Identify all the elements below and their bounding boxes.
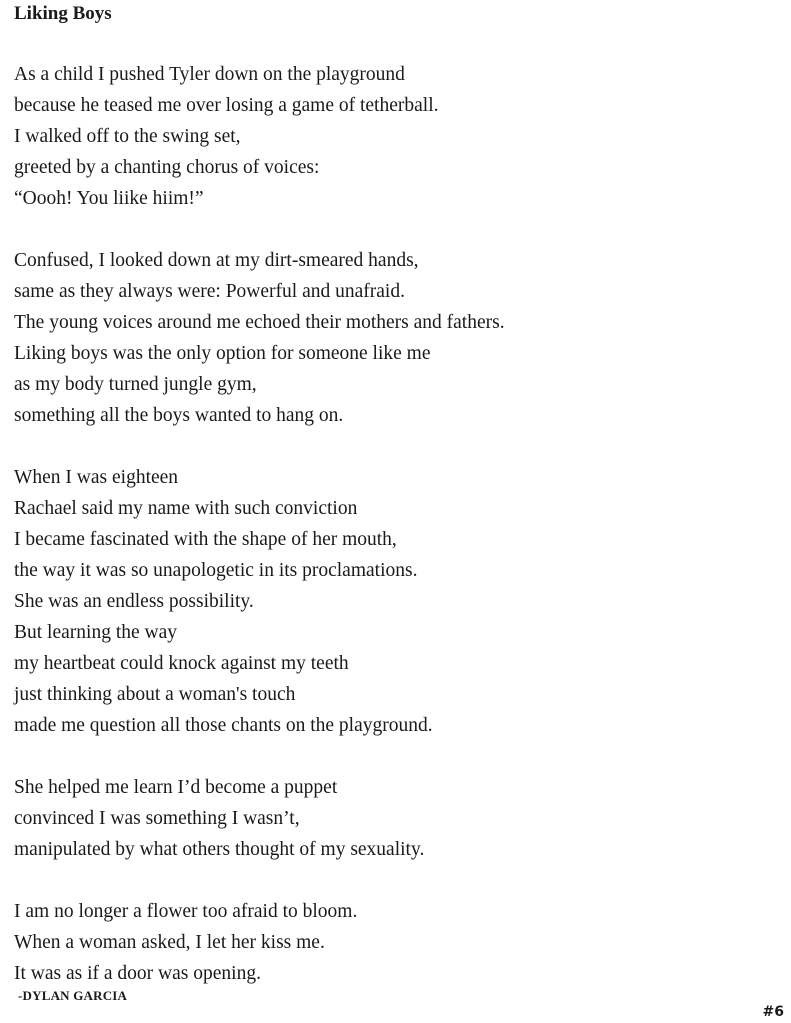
poem-line: because he teased me over losing a game of tetherball. <box>14 95 439 116</box>
poem-line: She helped me learn I’d become a puppet <box>14 777 338 798</box>
poem-line: my heartbeat could knock against my teeth <box>14 653 349 674</box>
poem-line: When a woman asked, I let her kiss me. <box>14 932 325 953</box>
poem-line: I am no longer a flower too afraid to bloom. <box>14 901 358 922</box>
stanza-3 <box>14 462 784 741</box>
poem-line: same as they always were: Powerful and unafraid. <box>14 281 405 302</box>
poem-line: made me question all those chants on the playground. <box>14 715 433 736</box>
poem-line: When I was eighteen <box>14 467 179 488</box>
poem-line: greeted by a chanting chorus of voices: <box>14 157 320 178</box>
author-credit: -DYLAN GARCIA <box>18 988 128 1003</box>
stanza-2 <box>14 245 784 431</box>
poem-line: the way it was so unapologetic in its proclamations. <box>14 560 418 581</box>
stanza-4 <box>14 772 784 865</box>
poem-line: manipulated by what others thought of my sexuality. <box>14 839 425 860</box>
poem-line: something all the boys wanted to hang on. <box>14 405 344 426</box>
poem-line: I became fascinated with the shape of her mouth, <box>14 529 397 550</box>
page-number: #6 <box>762 1004 784 1020</box>
poem-line: I walked off to the swing set, <box>14 126 241 147</box>
poem-line: “Oooh! You liike hiim!” <box>14 188 204 209</box>
poem-line: as my body turned jungle gym, <box>14 374 257 395</box>
poem-line: Liking boys was the only option for someone like me <box>14 343 431 364</box>
poem-line: It was as if a door was opening. <box>14 963 261 984</box>
poem-line: convinced I was something I wasn’t, <box>14 808 300 829</box>
poem-line: Confused, I looked down at my dirt-smeared hands, <box>14 250 419 271</box>
poem-line: Rachael said my name with such conviction <box>14 498 358 519</box>
poem-line: The young voices around me echoed their mothers and fathers. <box>14 312 505 333</box>
poem-body <box>14 59 784 1020</box>
poem-title: Liking Boys <box>14 3 112 24</box>
stanza-5 <box>14 896 784 989</box>
poem-line: As a child I pushed Tyler down on the playground <box>14 64 405 85</box>
stanza-1 <box>14 59 784 214</box>
poem-line: She was an endless possibility. <box>14 591 254 612</box>
poem-line: just thinking about a woman's touch <box>14 684 296 705</box>
poem-line: But learning the way <box>14 622 177 643</box>
